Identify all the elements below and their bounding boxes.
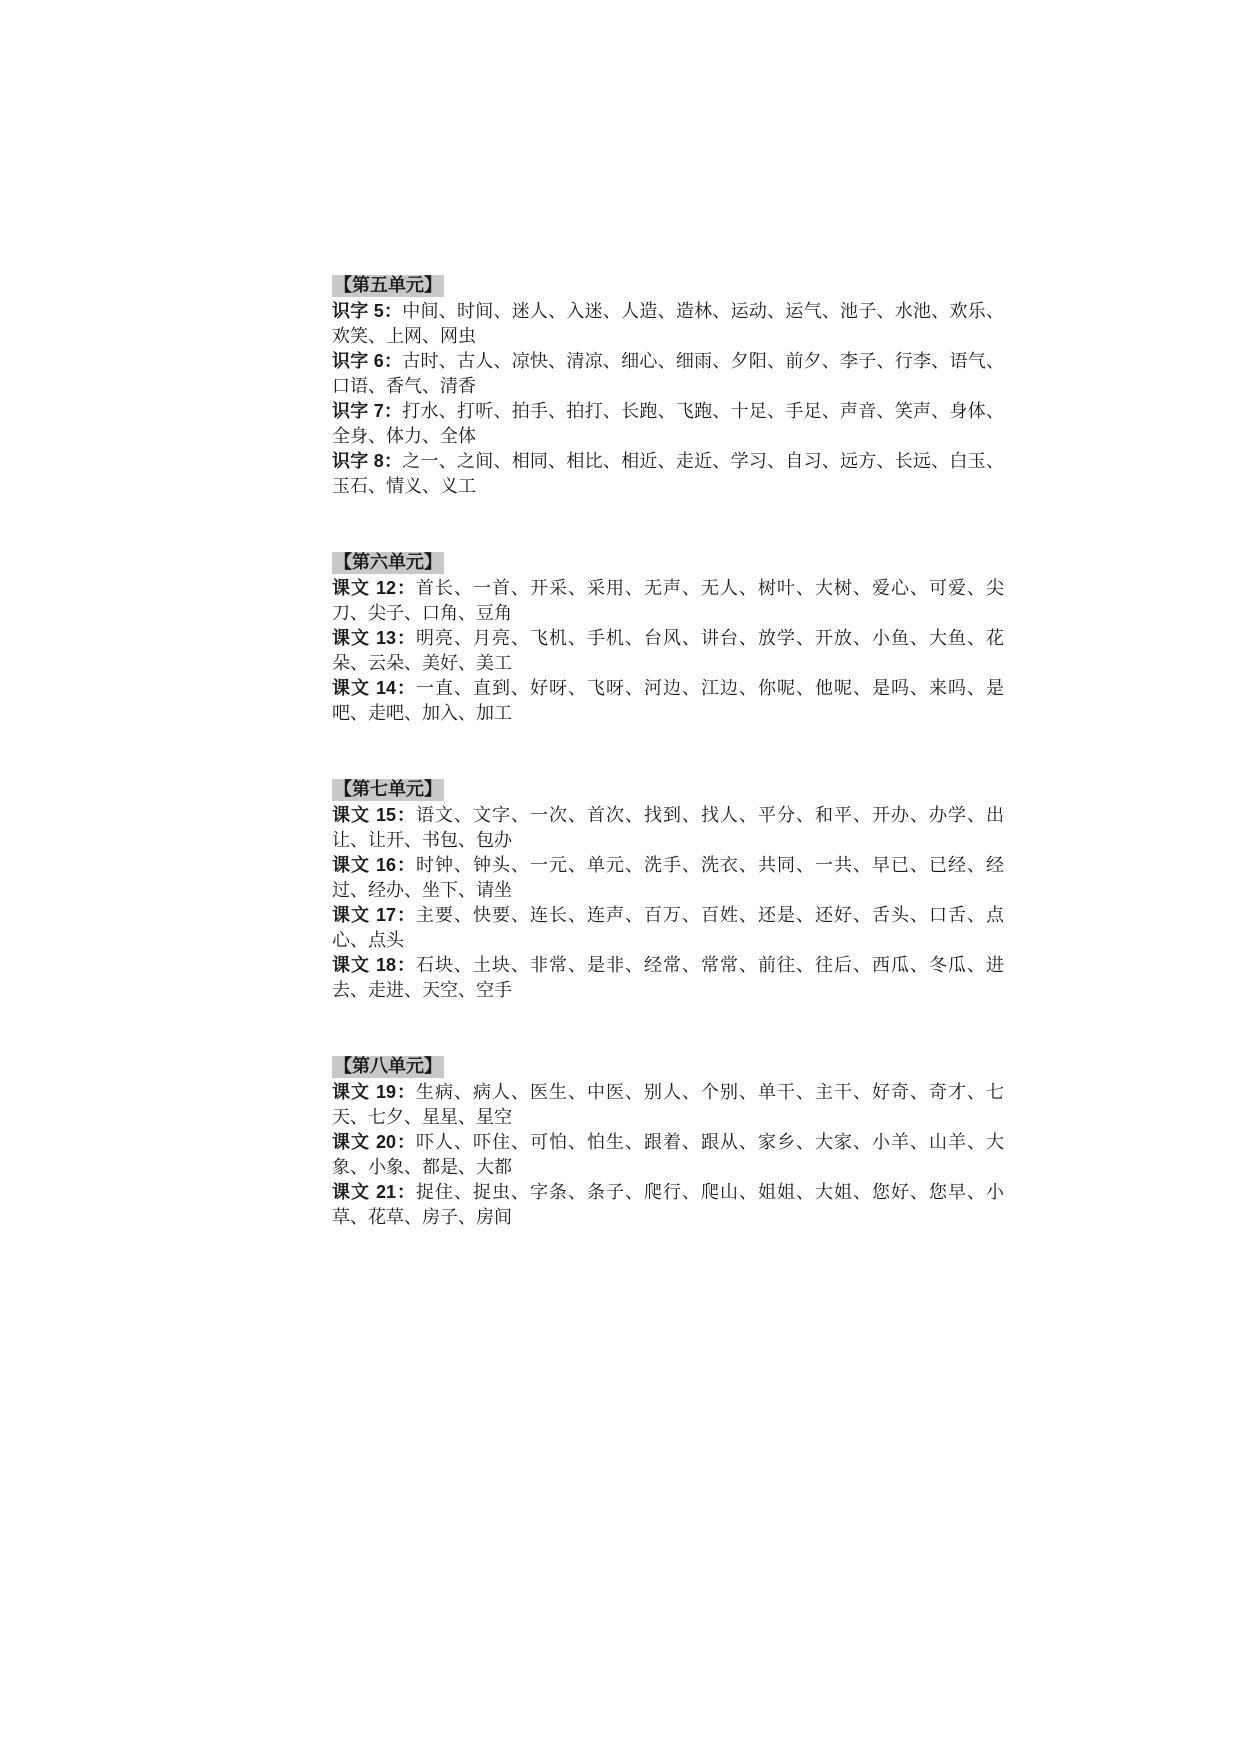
lesson-words: 吓人、吓住、可怕、怕生、跟着、跟从、家乡、大家、小羊、山羊、大象、小象、都是、大都 [332, 1132, 1005, 1178]
lesson-label: 课文 13： [332, 628, 417, 648]
lesson-label: 识字 5： [332, 301, 403, 321]
unit-title: 【第六单元】 [334, 552, 442, 573]
lesson-words: 语文、文字、一次、首次、找到、找人、平分、和平、开办、办学、出让、让开、书包、包办 [332, 805, 1005, 851]
lesson-words: 首长、一首、开采、采用、无声、无人、树叶、大树、爱心、可爱、尖刀、尖子、口角、豆角 [332, 578, 1005, 624]
lesson-words: 捉住、捉虫、字条、条子、爬行、爬山、姐姐、大姐、您好、您早、小草、花草、房子、房间 [332, 1182, 1005, 1228]
lesson-label: 课文 12： [332, 578, 417, 598]
lesson-entry [332, 576, 1004, 626]
unit-title: 【第七单元】 [334, 779, 442, 800]
lesson-label: 课文 19： [332, 1082, 417, 1102]
unit-title: 【第五单元】 [334, 275, 442, 296]
lesson-words: 时钟、钟头、一元、单元、洗手、洗衣、共同、一共、早已、已经、经过、经办、坐下、请坐 [332, 855, 1005, 901]
lesson-label: 课文 17： [332, 905, 417, 925]
lesson-entry [332, 349, 1004, 399]
lesson-words: 古时、古人、凉快、清凉、细心、细雨、夕阳、前夕、李子、行李、语气、口语、香气、清香 [332, 351, 1005, 397]
lesson-words: 石块、土块、非常、是非、经常、常常、前往、往后、西瓜、冬瓜、进去、走进、天空、空手 [332, 955, 1005, 1001]
lesson-entry [332, 903, 1004, 953]
lesson-entry [332, 853, 1004, 903]
unit-6-section [332, 551, 1004, 726]
lesson-words: 打水、打听、拍手、拍打、长跑、飞跑、十足、手足、声音、笑声、身体、全身、体力、全体 [332, 401, 1005, 447]
lesson-words: 生病、病人、医生、中医、别人、个别、单干、主干、好奇、奇才、七天、七夕、星星、星空 [332, 1082, 1005, 1128]
unit-7-section [332, 778, 1004, 1003]
lesson-entry [332, 1130, 1004, 1180]
lesson-words: 明亮、月亮、飞机、手机、台风、讲台、放学、开放、小鱼、大鱼、花朵、云朵、美好、美工 [332, 628, 1005, 674]
lesson-entry [332, 1080, 1004, 1130]
lesson-label: 课文 21： [332, 1182, 417, 1202]
lesson-entry [332, 399, 1004, 449]
lesson-words: 主要、快要、连长、连声、百万、百姓、还是、还好、舌头、口舌、点心、点头 [332, 905, 1005, 951]
unit-8-section [332, 1055, 1004, 1230]
lesson-entry [332, 1180, 1004, 1230]
lesson-label: 识字 8： [332, 451, 403, 471]
lesson-entry [332, 803, 1004, 853]
lesson-words: 中间、时间、迷人、入迷、人造、造林、运动、运气、池子、水池、欢乐、欢笑、上网、网虫 [332, 301, 1005, 347]
lesson-words: 之一、之间、相同、相比、相近、走近、学习、自习、远方、长远、白玉、玉石、情义、义工 [332, 451, 1005, 497]
lesson-label: 课文 15： [332, 805, 417, 825]
unit-5-section [332, 274, 1004, 499]
lesson-entry [332, 953, 1004, 1003]
lesson-entry [332, 676, 1004, 726]
lesson-entry [332, 299, 1004, 349]
lesson-label: 识字 6： [332, 351, 403, 371]
lesson-entry [332, 626, 1004, 676]
lesson-entry [332, 449, 1004, 499]
unit-title: 【第八单元】 [334, 1056, 442, 1077]
lesson-label: 识字 7： [332, 401, 403, 421]
lesson-label: 课文 20： [332, 1132, 417, 1152]
lesson-label: 课文 16： [332, 855, 417, 875]
lesson-label: 课文 18： [332, 955, 417, 975]
lesson-label: 课文 14： [332, 678, 417, 698]
lesson-words: 一直、直到、好呀、飞呀、河边、江边、你呢、他呢、是吗、来吗、是吧、走吧、加入、加工 [332, 678, 1005, 724]
document-page [332, 274, 1004, 1282]
